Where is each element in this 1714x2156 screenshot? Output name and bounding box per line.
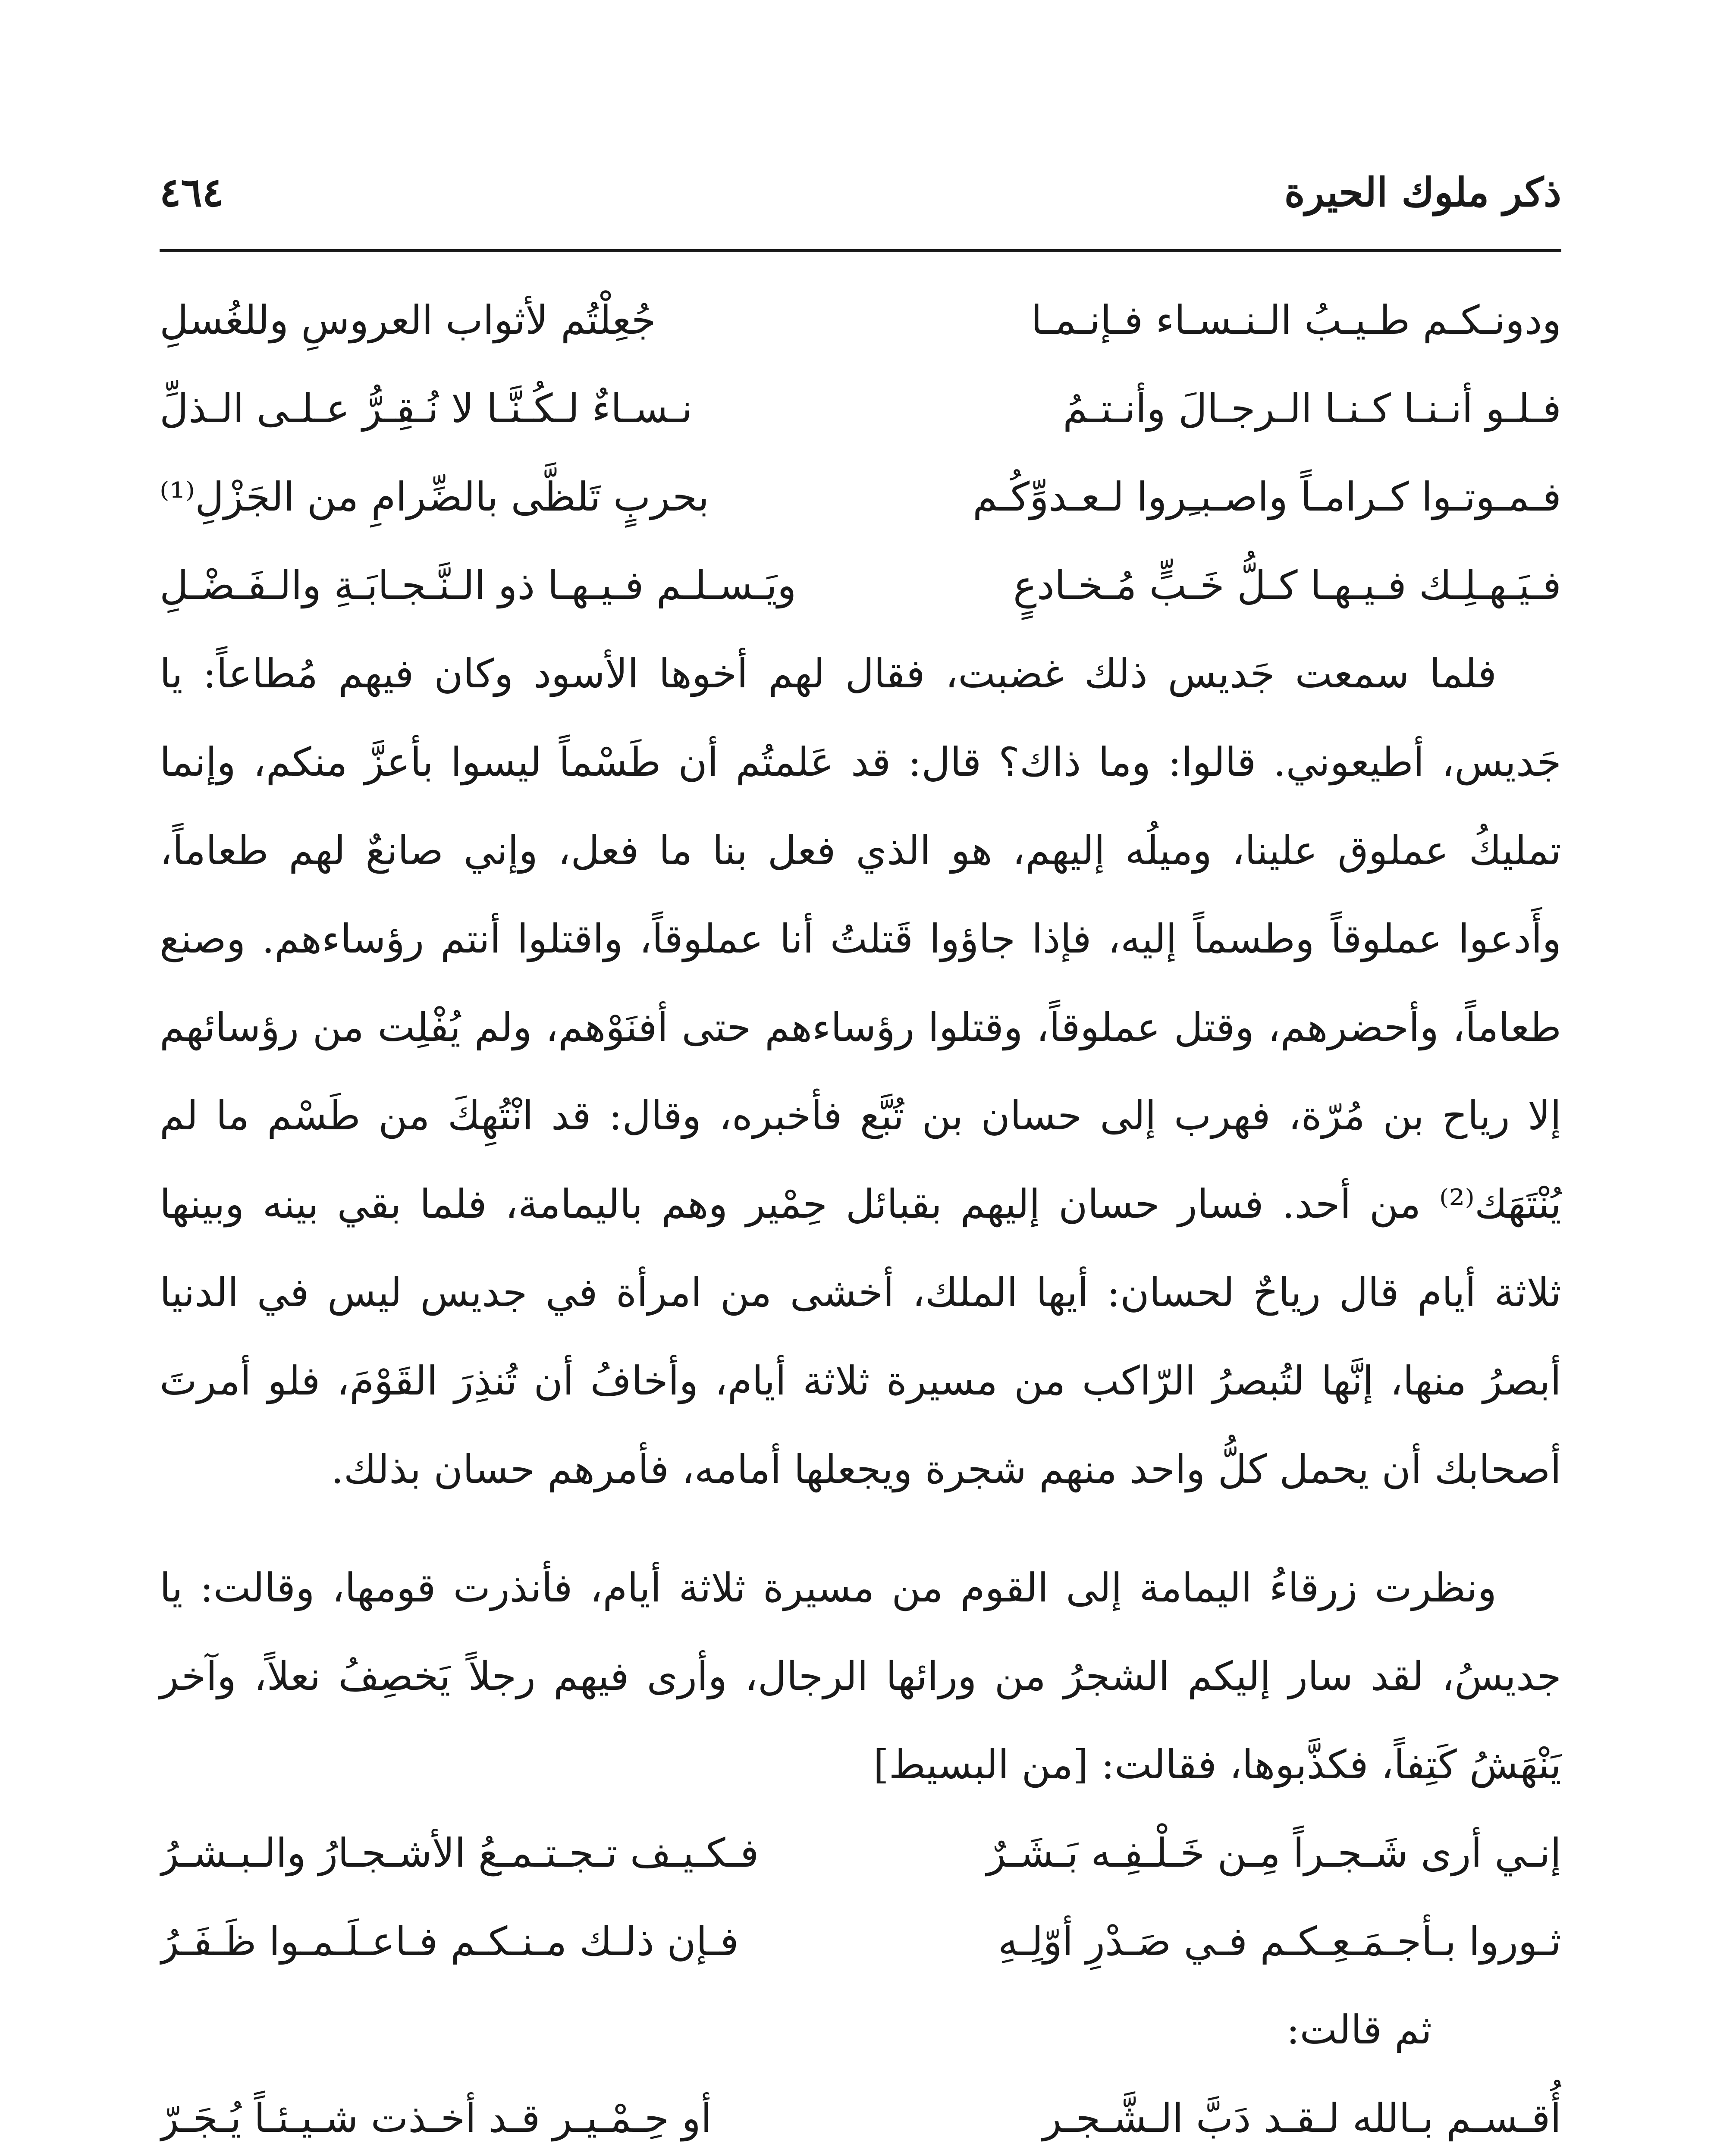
prose-block [160, 630, 1561, 1809]
hemistich-second: أو حِـمْـيـر قـد أخـذت شـيـئـاً يُـجَـرّ [160, 2095, 712, 2141]
hemistich-second: فـكـيـف تـجـتـمـعُ الأشـجـارُ والـبـشـرُ [160, 1830, 759, 1876]
page-number: ٤٦٤ [160, 169, 224, 216]
hemistich-second: جُعِلْتُم لأثواب العروسِ وللغُسلِ [160, 297, 656, 343]
page-header [160, 160, 1561, 247]
hemistich-second: فـإن ذلـك مـنـكـم فـاعـلَـمـوا ظَـفَـرُ [160, 1918, 739, 1965]
verse-line [160, 276, 1561, 364]
running-title: ذكر ملوك الحيرة [1284, 169, 1561, 216]
poem-1 [160, 276, 1561, 630]
header-rule [160, 249, 1561, 252]
verse-line [160, 453, 1561, 541]
hemistich-first: أُقـسـم بـالله لـقـد دَبَّ الـشَّـجـر [1042, 2095, 1561, 2141]
verse-line [160, 541, 1561, 630]
poem-2 [160, 1809, 1561, 1986]
hemistich-second: ويَـسـلـم فـيـهـا ذو الـنَّـجـابَـةِ والـفَـضْـلِ [160, 562, 797, 608]
paragraph-2-text: ونظرت زرقاءُ اليمامة إلى القوم من مسيرة ثلاثة أيام، فأنذرت قومها، وقالت: يا جديسُ، لقد سار إليكم الشجرُ من ورائها الرجال، وأرى فيهم رجلاً يَخصِفُ نعلاً، وآخر يَنْهَشُ كَتِفاً، فكذَّبوها، فقالت: [160, 1565, 1561, 1788]
hemistich-first: فـيَـهـلِـك فـيـهـا كـلُّ خَـبٍّ مُـخـادعٍ [1013, 562, 1561, 608]
verse-line [160, 1809, 1561, 1897]
hemistich-first: إنـي أرى شَـجـراً مِـن خَـلْـفِـه بَـشَـرٌ [986, 1830, 1561, 1876]
verse-line [160, 2074, 1561, 2156]
meter-label: [من البسيط] [873, 1742, 1089, 1788]
hemistich-first: ثـوروا بـأجـمَـعِـكـم فـي صَـدْرِ أوّلِـهِ [998, 1918, 1561, 1965]
hemistich-first: فـلـو أنـنـا كـنـا الـرجـالَ وأنـتـمُ [1063, 385, 1561, 432]
paragraph-1: فلما سمعت جَديس ذلك غضبت، فقال لهم أخوها الأسود وكان فيهم مُطاعاً: يا جَديس، أطيعوني. قالوا: وما ذاك؟ قال: قد عَلمتُم أن طَسْماً ليسوا بأعزَّ منكم، وإنما تمليكُ عملوق علينا، وميلُه إليهم، هو الذي فعل بنا ما فعل، وإني صانعٌ لهم طعاماً، وأَدعوا عملوقاً وطسماً إليه، فإذا جاؤوا قَتلتُ أنا عملوقاً، واقتلوا أنتم رؤساءهم. وصنع طعاماً، وأحضرهم، وقتل عملوقاً، وقتلوا رؤساءهم حتى أفنَوْهم، ولم يُفْلِت من رؤسائهم إلا رياح بن مُرّة، فهرب إلى حسان بن تُبَّع فأخبره، وقال: قد انْتُهِكَ من طَسْم ما لم يُنْتَهَك⁽²⁾ من أحد. فسار حسان إليهم بقبائل حِمْير وهم باليمامة، فلما بقي بينه وبينها ثلاثة أيام قال رياحٌ لحسان: أيها الملك، أخشى من امرأة في جديس ليس في الدنيا أبصرُ منها، إنَّها لتُبصرُ الرّاكب من مسيرة ثلاثة أيام، وأخافُ أن تُنذِرَ القَوْمَ، فلو أمرتَ أصحابك أن يحمل كلُّ واحد منهم شجرة ويجعلها أمامه، فأمرهم حسان بذلك. [160, 651, 1561, 1492]
poem-3 [160, 2074, 1561, 2156]
hemistich-second: بحربٍ تَلظَّى بالضِّرامِ من الجَزْلِ⁽¹⁾ [160, 474, 709, 520]
verse-line [160, 1897, 1561, 1986]
hemistich-second: نـسـاءٌ لـكُـنَّـا لا نُـقِـرُّ عـلـى الـذلِّ [160, 385, 693, 432]
paragraph-2 [160, 1544, 1561, 1809]
hemistich-first: ودونـكـم طـيـبُ الـنـسـاء فـإنـمـا [1031, 297, 1561, 343]
hemistich-first: فـمـوتـوا كـرامـاً واصـبـِروا لـعـدوِّكُـم [973, 474, 1561, 520]
verse-line [160, 364, 1561, 453]
poem-3-intro: ثم قالت: [1286, 2007, 1432, 2053]
page-body [160, 276, 1561, 2156]
